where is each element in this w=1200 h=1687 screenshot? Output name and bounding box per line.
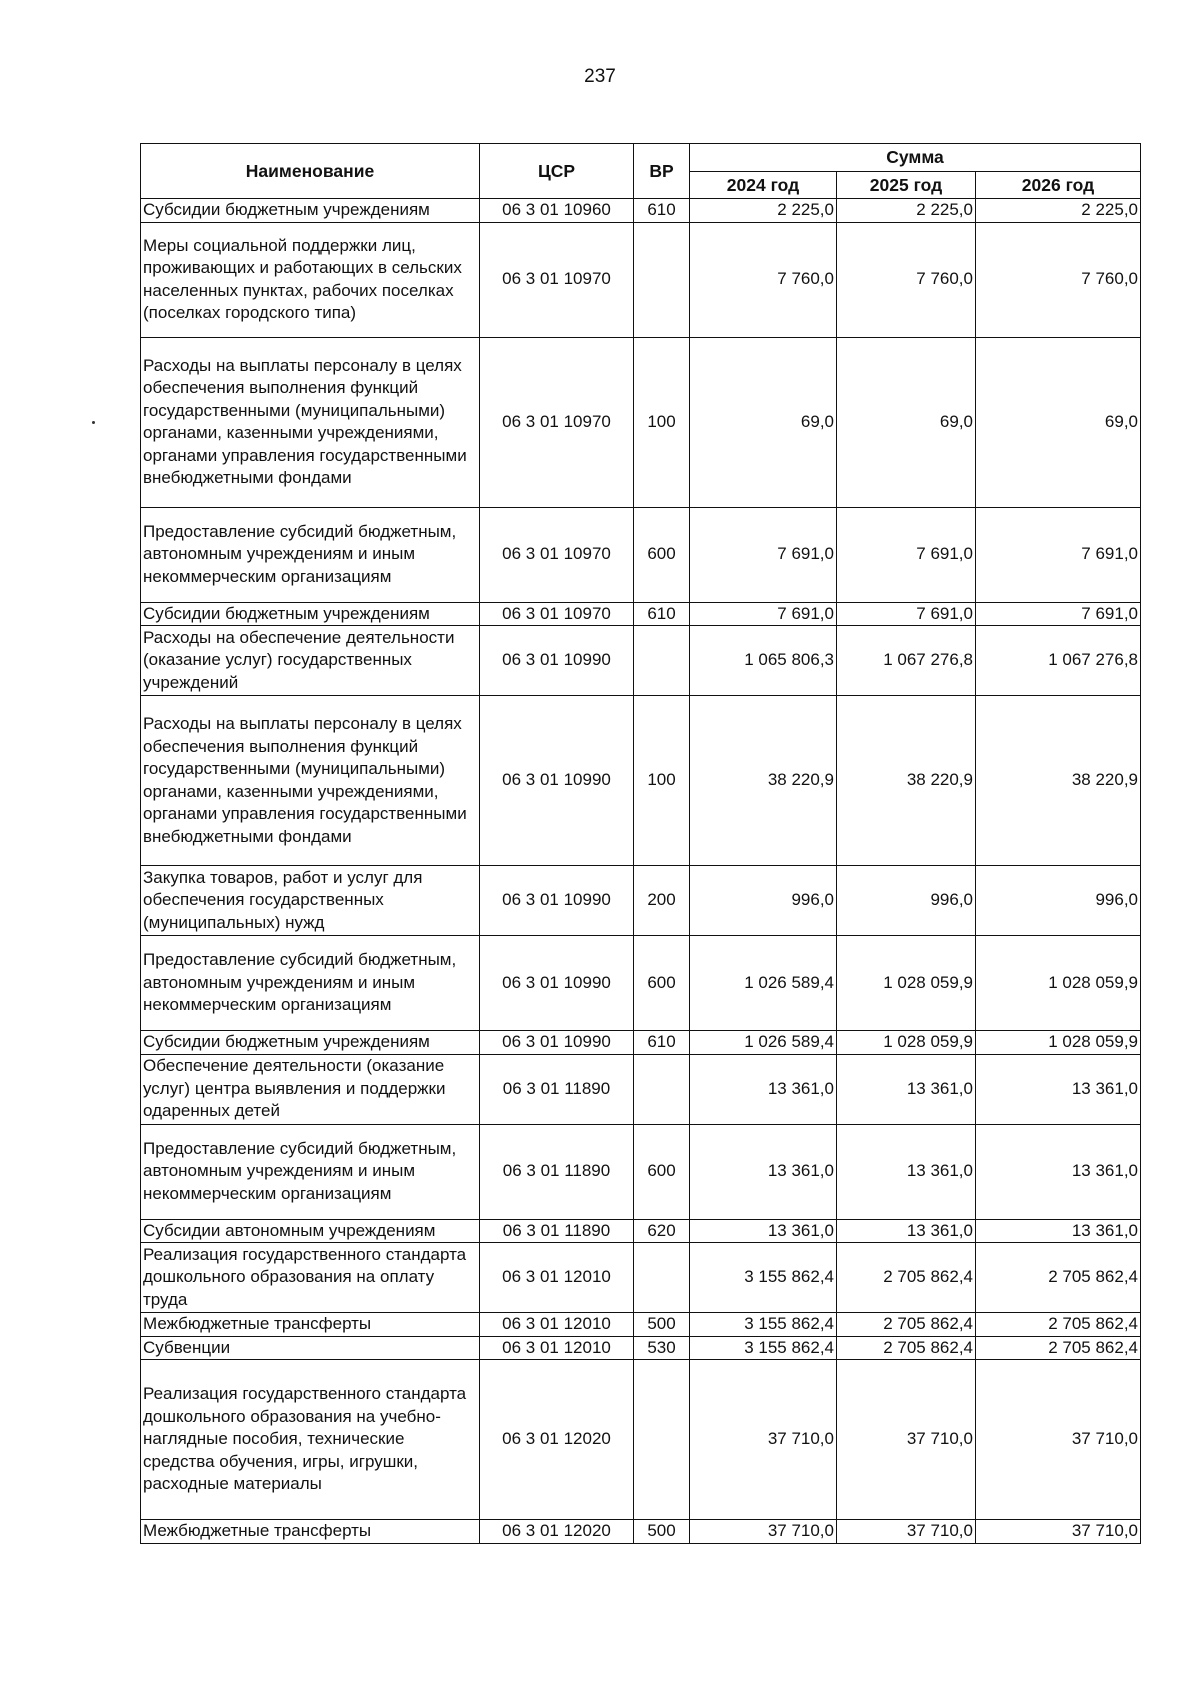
cell-name: Реализация государственного стандарта дошкольного образования на оплату труда bbox=[141, 1243, 480, 1313]
cell-2025: 69,0 bbox=[837, 337, 976, 507]
table-row bbox=[141, 199, 1141, 223]
cell-vr: 500 bbox=[634, 1313, 690, 1337]
cell-vr bbox=[634, 1360, 690, 1520]
cell-vr: 530 bbox=[634, 1336, 690, 1360]
cell-csr: 06 3 01 12010 bbox=[480, 1313, 634, 1337]
cell-2026: 13 361,0 bbox=[976, 1124, 1141, 1219]
cell-2024: 37 710,0 bbox=[690, 1520, 837, 1544]
cell-2026: 2 225,0 bbox=[976, 199, 1141, 223]
header-name: Наименование bbox=[141, 144, 480, 199]
cell-name: Субвенции bbox=[141, 1336, 480, 1360]
cell-2026: 1 028 059,9 bbox=[976, 936, 1141, 1031]
cell-name: Предоставление субсидий бюджетным, автономным учреждениям и иным некоммерческим организациям bbox=[141, 936, 480, 1031]
cell-name: Субсидии бюджетным учреждениям bbox=[141, 1031, 480, 1055]
cell-2024: 7 760,0 bbox=[690, 222, 837, 337]
cell-2024: 7 691,0 bbox=[690, 507, 837, 602]
table-row bbox=[141, 337, 1141, 507]
table-row bbox=[141, 507, 1141, 602]
table-row bbox=[141, 1243, 1141, 1313]
cell-2025: 7 691,0 bbox=[837, 602, 976, 626]
table-row bbox=[141, 1336, 1141, 1360]
cell-name: Субсидии бюджетным учреждениям bbox=[141, 602, 480, 626]
cell-csr: 06 3 01 10960 bbox=[480, 199, 634, 223]
table-row bbox=[141, 222, 1141, 337]
cell-name: Расходы на обеспечение деятельности (оказание услуг) государственных учреждений bbox=[141, 626, 480, 696]
table-row bbox=[141, 1031, 1141, 1055]
table-row bbox=[141, 866, 1141, 936]
table-row bbox=[141, 602, 1141, 626]
cell-2025: 1 028 059,9 bbox=[837, 936, 976, 1031]
cell-vr bbox=[634, 1054, 690, 1124]
cell-vr: 600 bbox=[634, 507, 690, 602]
table-row bbox=[141, 1219, 1141, 1243]
cell-2024: 13 361,0 bbox=[690, 1054, 837, 1124]
cell-2025: 2 225,0 bbox=[837, 199, 976, 223]
cell-2025: 38 220,9 bbox=[837, 696, 976, 866]
cell-csr: 06 3 01 10970 bbox=[480, 222, 634, 337]
cell-2024: 7 691,0 bbox=[690, 602, 837, 626]
cell-name: Межбюджетные трансферты bbox=[141, 1520, 480, 1544]
cell-2026: 13 361,0 bbox=[976, 1219, 1141, 1243]
cell-vr bbox=[634, 626, 690, 696]
cell-2025: 2 705 862,4 bbox=[837, 1243, 976, 1313]
table-row bbox=[141, 1313, 1141, 1337]
cell-vr: 610 bbox=[634, 602, 690, 626]
cell-csr: 06 3 01 12010 bbox=[480, 1243, 634, 1313]
cell-2026: 7 691,0 bbox=[976, 507, 1141, 602]
cell-2026: 69,0 bbox=[976, 337, 1141, 507]
cell-vr: 600 bbox=[634, 1124, 690, 1219]
cell-csr: 06 3 01 10990 bbox=[480, 626, 634, 696]
cell-2024: 2 225,0 bbox=[690, 199, 837, 223]
table-row bbox=[141, 1360, 1141, 1520]
cell-csr: 06 3 01 10990 bbox=[480, 1031, 634, 1055]
cell-vr: 600 bbox=[634, 936, 690, 1031]
header-year-2026: 2026 год bbox=[976, 172, 1141, 199]
header-csr: ЦСР bbox=[480, 144, 634, 199]
cell-csr: 06 3 01 11890 bbox=[480, 1054, 634, 1124]
cell-2026: 38 220,9 bbox=[976, 696, 1141, 866]
cell-vr: 100 bbox=[634, 696, 690, 866]
cell-2025: 1 067 276,8 bbox=[837, 626, 976, 696]
cell-2026: 1 067 276,8 bbox=[976, 626, 1141, 696]
cell-2024: 996,0 bbox=[690, 866, 837, 936]
cell-name: Меры социальной поддержки лиц, проживающих и работающих в сельских населенных пунктах, рабочих поселках (поселках городского типа) bbox=[141, 222, 480, 337]
cell-2025: 7 760,0 bbox=[837, 222, 976, 337]
cell-2026: 996,0 bbox=[976, 866, 1141, 936]
cell-name: Субсидии бюджетным учреждениям bbox=[141, 199, 480, 223]
header-vr: ВР bbox=[634, 144, 690, 199]
cell-2026: 7 760,0 bbox=[976, 222, 1141, 337]
table-body bbox=[141, 199, 1141, 1544]
cell-name: Предоставление субсидий бюджетным, автономным учреждениям и иным некоммерческим организациям bbox=[141, 1124, 480, 1219]
cell-2025: 1 028 059,9 bbox=[837, 1031, 976, 1055]
table-row bbox=[141, 1124, 1141, 1219]
table-row bbox=[141, 1520, 1141, 1544]
cell-vr: 610 bbox=[634, 1031, 690, 1055]
table-header-row bbox=[141, 144, 1141, 172]
cell-name: Предоставление субсидий бюджетным, автономным учреждениям и иным некоммерческим организациям bbox=[141, 507, 480, 602]
cell-2024: 3 155 862,4 bbox=[690, 1243, 837, 1313]
cell-csr: 06 3 01 12010 bbox=[480, 1336, 634, 1360]
cell-csr: 06 3 01 12020 bbox=[480, 1360, 634, 1520]
cell-2026: 13 361,0 bbox=[976, 1054, 1141, 1124]
cell-2026: 37 710,0 bbox=[976, 1360, 1141, 1520]
cell-vr: 610 bbox=[634, 199, 690, 223]
cell-2024: 37 710,0 bbox=[690, 1360, 837, 1520]
header-sum: Сумма bbox=[690, 144, 1141, 172]
cell-csr: 06 3 01 11890 bbox=[480, 1219, 634, 1243]
cell-2024: 69,0 bbox=[690, 337, 837, 507]
page-number: 237 bbox=[584, 66, 616, 87]
table-row bbox=[141, 626, 1141, 696]
cell-2025: 7 691,0 bbox=[837, 507, 976, 602]
cell-vr bbox=[634, 1243, 690, 1313]
cell-csr: 06 3 01 10990 bbox=[480, 936, 634, 1031]
table-row bbox=[141, 1054, 1141, 1124]
cell-name: Реализация государственного стандарта дошкольного образования на учебно-наглядные пособия, технические средства обучения, игры, игрушки, расходные материалы bbox=[141, 1360, 480, 1520]
cell-vr: 500 bbox=[634, 1520, 690, 1544]
cell-2025: 37 710,0 bbox=[837, 1360, 976, 1520]
cell-2025: 2 705 862,4 bbox=[837, 1313, 976, 1337]
cell-vr bbox=[634, 222, 690, 337]
cell-vr: 200 bbox=[634, 866, 690, 936]
cell-2026: 7 691,0 bbox=[976, 602, 1141, 626]
cell-csr: 06 3 01 10970 bbox=[480, 337, 634, 507]
header-year-2025: 2025 год bbox=[837, 172, 976, 199]
cell-2026: 2 705 862,4 bbox=[976, 1336, 1141, 1360]
cell-2026: 37 710,0 bbox=[976, 1520, 1141, 1544]
cell-csr: 06 3 01 10990 bbox=[480, 866, 634, 936]
budget-table bbox=[140, 143, 1141, 1544]
cell-name: Расходы на выплаты персоналу в целях обеспечения выполнения функций государственными (муниципальными) органами, казенными учреждениями, органами управления государственными внебюджетными фондами bbox=[141, 337, 480, 507]
cell-2025: 37 710,0 bbox=[837, 1520, 976, 1544]
cell-vr: 100 bbox=[634, 337, 690, 507]
cell-2025: 2 705 862,4 bbox=[837, 1336, 976, 1360]
cell-2026: 1 028 059,9 bbox=[976, 1031, 1141, 1055]
cell-2024: 1 065 806,3 bbox=[690, 626, 837, 696]
table-row bbox=[141, 936, 1141, 1031]
cell-name: Субсидии автономным учреждениям bbox=[141, 1219, 480, 1243]
cell-2025: 13 361,0 bbox=[837, 1124, 976, 1219]
cell-2025: 13 361,0 bbox=[837, 1219, 976, 1243]
cell-2025: 996,0 bbox=[837, 866, 976, 936]
cell-name: Закупка товаров, работ и услуг для обеспечения государственных (муниципальных) нужд bbox=[141, 866, 480, 936]
cell-csr: 06 3 01 10970 bbox=[480, 507, 634, 602]
table-row bbox=[141, 696, 1141, 866]
cell-name: Обеспечение деятельности (оказание услуг) центра выявления и поддержки одаренных детей bbox=[141, 1054, 480, 1124]
cell-2024: 3 155 862,4 bbox=[690, 1336, 837, 1360]
cell-name: Расходы на выплаты персоналу в целях обеспечения выполнения функций государственными (муниципальными) органами, казенными учреждениями, органами управления государственными внебюджетными фондами bbox=[141, 696, 480, 866]
cell-2024: 1 026 589,4 bbox=[690, 936, 837, 1031]
cell-csr: 06 3 01 10970 bbox=[480, 602, 634, 626]
cell-2024: 3 155 862,4 bbox=[690, 1313, 837, 1337]
cell-2026: 2 705 862,4 bbox=[976, 1243, 1141, 1313]
cell-csr: 06 3 01 11890 bbox=[480, 1124, 634, 1219]
scan-speck bbox=[92, 421, 95, 424]
cell-csr: 06 3 01 12020 bbox=[480, 1520, 634, 1544]
cell-vr: 620 bbox=[634, 1219, 690, 1243]
cell-2026: 2 705 862,4 bbox=[976, 1313, 1141, 1337]
cell-2025: 13 361,0 bbox=[837, 1054, 976, 1124]
header-year-2024: 2024 год bbox=[690, 172, 837, 199]
cell-2024: 13 361,0 bbox=[690, 1219, 837, 1243]
cell-2024: 13 361,0 bbox=[690, 1124, 837, 1219]
cell-csr: 06 3 01 10990 bbox=[480, 696, 634, 866]
cell-name: Межбюджетные трансферты bbox=[141, 1313, 480, 1337]
cell-2024: 38 220,9 bbox=[690, 696, 837, 866]
cell-2024: 1 026 589,4 bbox=[690, 1031, 837, 1055]
